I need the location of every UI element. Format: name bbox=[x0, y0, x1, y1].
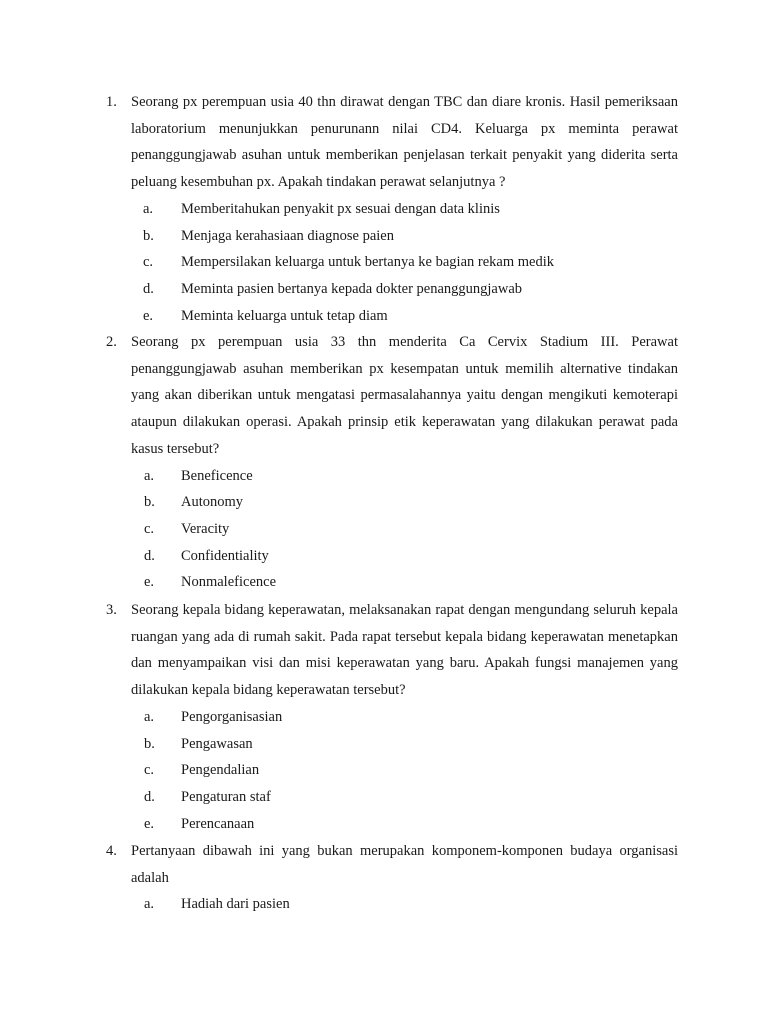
option-text: Memberitahukan penyakit px sesuai dengan data klinis bbox=[181, 200, 500, 217]
option-a bbox=[106, 891, 678, 918]
question-text: Seorang px perempuan usia 40 thn dirawat dengan TBC dan diare kronis. Hasil pemeriksaan laboratorium menunjukkan penurunann nilai CD4. Keluarga px meminta perawat penanggungjawab asuhan untuk memberikan penjelasan terkait penyakit yang diderita serta peluang kesembuhan px. Apakah tindakan perawat selanjutnya ? bbox=[131, 94, 678, 191]
option-text: Nonmaleficence bbox=[181, 574, 277, 591]
option-text: Mempersilakan keluarga untuk bertanya ke bagian rekam medik bbox=[181, 254, 554, 271]
option-c bbox=[106, 757, 678, 784]
option-text: Pengendalian bbox=[181, 762, 260, 779]
option-letter: d. bbox=[144, 788, 155, 805]
option-text: Pengawasan bbox=[181, 735, 253, 752]
option-a bbox=[106, 463, 678, 490]
question-number: 3. bbox=[106, 602, 117, 618]
question-number: 1. bbox=[106, 94, 117, 110]
question-number: 2. bbox=[106, 334, 117, 350]
option-letter: b. bbox=[144, 735, 155, 752]
option-a bbox=[106, 704, 678, 731]
option-d bbox=[106, 784, 678, 811]
option-d bbox=[106, 276, 678, 303]
question-text: Seorang px perempuan usia 33 thn menderita Ca Cervix Stadium III. Perawat penanggungjawab asuhan memberikan px kesempatan untuk memilih alternative tindakan yang akan diberikan untuk mengatasi permasalahannya yaitu dengan mengikuti kemoterapi ataupun dilakukan operasi. Apakah prinsip etik keperawatan yang dilakukan perawat pada kasus tersebut? bbox=[131, 334, 678, 457]
question-3 bbox=[106, 597, 678, 837]
option-letter: b. bbox=[143, 227, 154, 244]
option-b bbox=[106, 731, 678, 758]
option-text: Menjaga kerahasiaan diagnose paien bbox=[181, 227, 394, 244]
option-d bbox=[106, 543, 678, 570]
question-2 bbox=[106, 329, 678, 596]
option-text: Confidentiality bbox=[181, 547, 269, 564]
option-b bbox=[106, 489, 678, 516]
question-number: 4. bbox=[106, 843, 117, 859]
answer-options bbox=[106, 891, 678, 918]
option-letter: a. bbox=[144, 467, 155, 484]
option-letter: a. bbox=[144, 896, 155, 913]
option-text: Beneficence bbox=[181, 467, 253, 484]
option-text: Pengaturan staf bbox=[181, 788, 271, 805]
option-e bbox=[106, 303, 678, 330]
option-letter: a. bbox=[144, 708, 155, 725]
answer-options bbox=[106, 704, 678, 837]
option-letter: d. bbox=[144, 547, 155, 564]
question-4 bbox=[106, 838, 678, 918]
option-letter: c. bbox=[143, 254, 154, 271]
option-letter: e. bbox=[143, 307, 154, 324]
question-1 bbox=[106, 89, 678, 329]
option-text: Pengorganisasian bbox=[181, 708, 283, 725]
option-letter: e. bbox=[144, 815, 155, 832]
option-letter: c. bbox=[144, 762, 155, 779]
option-text: Hadiah dari pasien bbox=[181, 896, 290, 913]
answer-options bbox=[106, 463, 678, 596]
question-text: Seorang kepala bidang keperawatan, melaksanakan rapat dengan mengundang seluruh kepala ruangan yang ada di rumah sakit. Pada rapat tersebut kepala bidang keperawatan menetapkan dan menyampaikan visi dan misi keperawatan yang baru. Apakah fungsi manajemen yang dilakukan kepala bidang keperawatan tersebut? bbox=[131, 602, 678, 699]
option-letter: b. bbox=[144, 494, 155, 511]
option-letter: d. bbox=[143, 280, 154, 297]
option-c bbox=[106, 516, 678, 543]
option-letter: a. bbox=[143, 200, 154, 217]
answer-options bbox=[106, 196, 678, 329]
option-text: Meminta pasien bertanya kepada dokter penanggungjawab bbox=[181, 280, 523, 297]
option-text: Autonomy bbox=[181, 494, 244, 511]
question-text: Pertanyaan dibawah ini yang bukan merupakan komponem-komponen budaya organisasi adalah bbox=[131, 843, 678, 886]
option-letter: e. bbox=[144, 574, 155, 591]
option-e bbox=[106, 569, 678, 596]
option-text: Perencanaan bbox=[181, 815, 255, 832]
option-c bbox=[106, 249, 678, 276]
option-text: Meminta keluarga untuk tetap diam bbox=[181, 307, 388, 324]
option-a bbox=[106, 196, 678, 223]
option-e bbox=[106, 811, 678, 838]
option-letter: c. bbox=[144, 520, 155, 537]
option-b bbox=[106, 223, 678, 250]
option-text: Veracity bbox=[181, 520, 230, 537]
